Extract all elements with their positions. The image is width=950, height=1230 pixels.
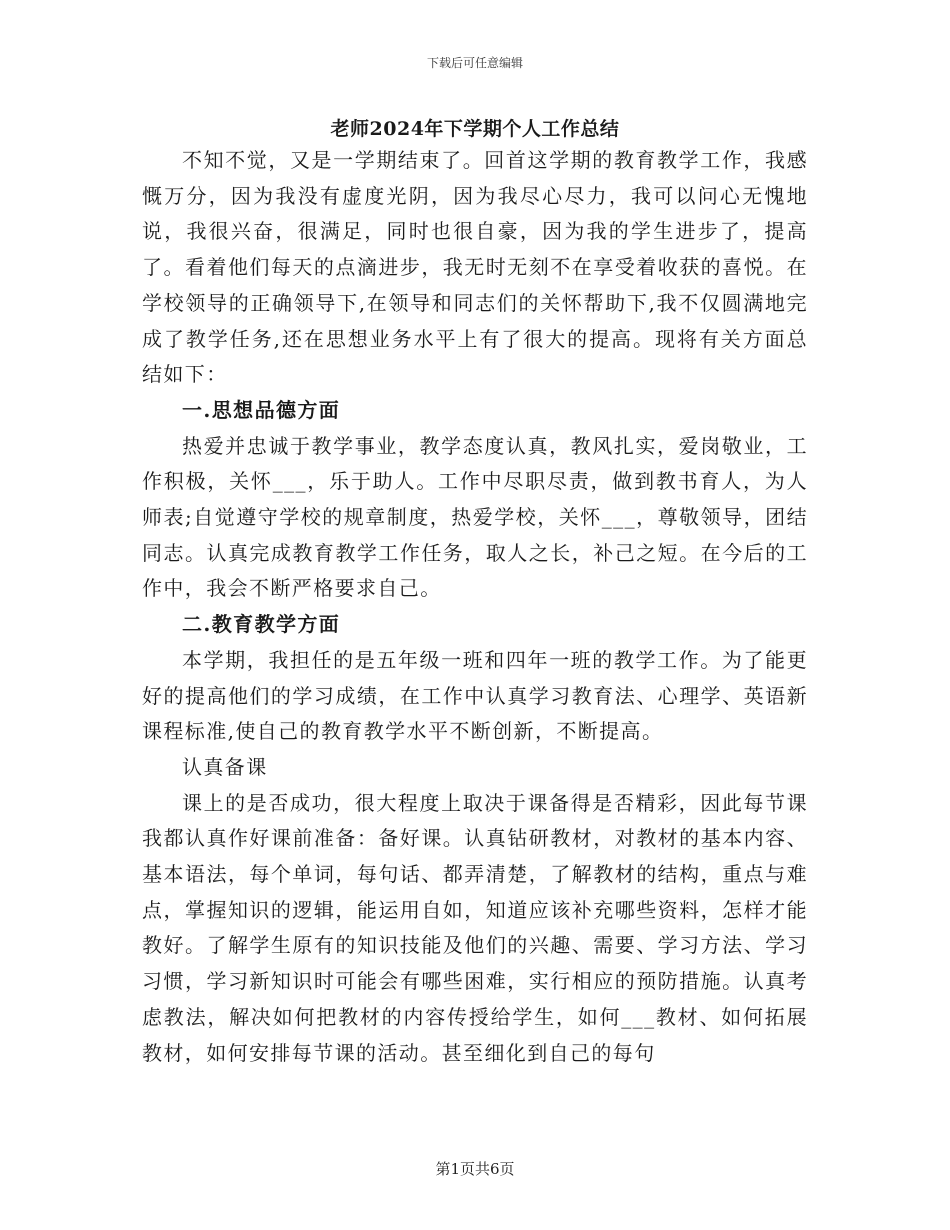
header-note: 下载后可任意编辑: [426, 56, 523, 70]
teaching-paragraph: 本学期，我担任的是五年级一班和四年一班的教学工作。为了能更好的提高他们的学习成绩，在工作中认真学习教育法、心理学、英语新课程标准,使自己的教育教学水平不断创新，不断提高。: [142, 647, 808, 744]
document-body: [142, 143, 808, 1071]
intro-paragraph: 不知不觉，又是一学期结束了。回首这学期的教育教学工作，我感慨万分，因为我没有虚度光阴，因为我尽心尽力，我可以问心无愧地说，我很兴奋，很满足，同时也很自豪，因为我的学生进步了，提高了。看着他们每天的点滴进步，我无时无刻不在享受着收获的喜悦。在学校领导的正确领导下,在领导和同志们的关怀帮助下,我不仅圆满地完成了教学任务,还在思想业务水平上有了很大的提高。现将有关方面总结如下：: [142, 148, 808, 387]
section-heading-teaching: 二.教育教学方面: [182, 612, 341, 637]
page-footer: 第1页共6页: [435, 1160, 515, 1178]
section-heading-ideology: 一.思想品德方面: [182, 397, 341, 422]
subheading-lesson-prep: 认真备课: [182, 754, 268, 779]
document-title: 老师2024年下学期个人工作总结: [330, 118, 620, 140]
lesson-prep-paragraph: 课上的是否成功，很大程度上取决于课备得是否精彩，因此每节课我都认真作好课前准备：备好课。认真钻研教材，对教材的基本内容、基本语法，每个单词，每句话、都弄清楚，了解教材的结构，重点与难点，掌握知识的逻辑，能运用自如，知道应该补充哪些资料，怎样才能教好。了解学生原有的知识技能及他们的兴趣、需要、学习方法、学习习惯，学习新知识时可能会有哪些困难，实行相应的预防措施。认真考虑教法，解决如何把教材的内容传授给学生，如何___教材、如何拓展教材，如何安排每节课的活动。甚至细化到自己的每句: [142, 790, 808, 1065]
ideology-paragraph: 热爱并忠诚于教学事业，教学态度认真，教风扎实，爱岗敬业，工作积极，关怀___，乐于助人。工作中尽职尽责，做到教书育人，为人师表;自觉遵守学校的规章制度，热爱学校，关怀___，尊敬领导，团结同志。认真完成教育教学工作任务，取人之长，补己之短。在今后的工作中，我会不断严格要求自己。: [142, 433, 808, 601]
